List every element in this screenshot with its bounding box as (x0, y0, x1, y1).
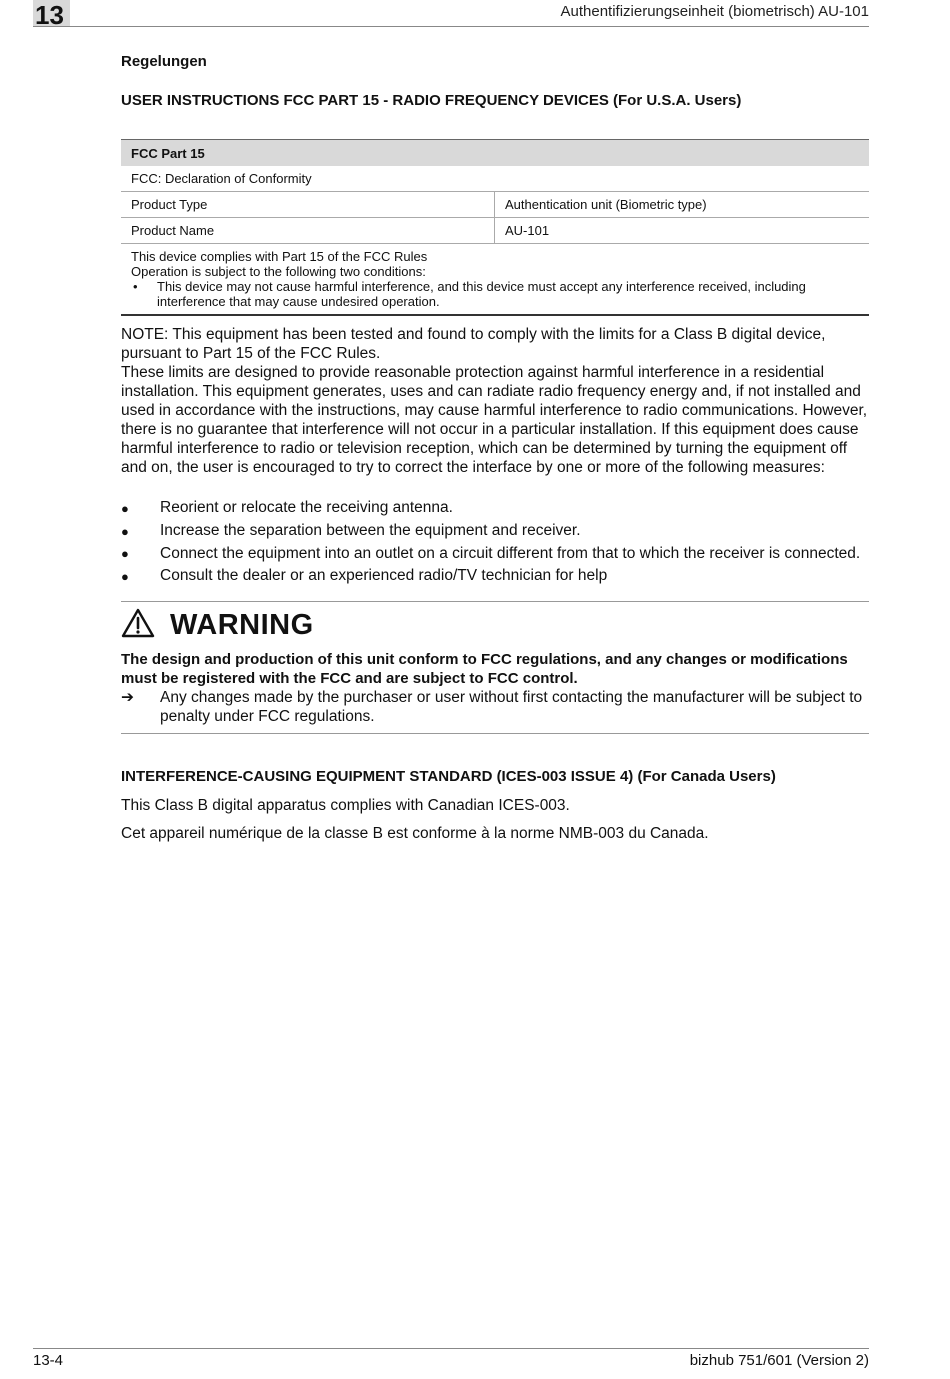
warning-top-divider (121, 601, 869, 602)
list-item (121, 542, 881, 565)
list-item-text: Consult the dealer or an experienced radio/TV technician for help (160, 567, 608, 585)
product-version: bizhub 751/601 (Version 2) (689, 1352, 869, 1369)
fcc-heading: USER INSTRUCTIONS FCC PART 15 - RADIO FREQUENCY DEVICES (For U.S.A. Users) (121, 92, 742, 109)
list-item (121, 565, 881, 588)
bullet-mark: • (133, 279, 138, 294)
arrow-right-icon: ➔ (121, 689, 134, 706)
warning-arrow-text: Any changes made by the purchaser or user without first contacting the manufacturer will be subject to penalty under FCC regulations. (160, 689, 863, 725)
page-number: 13-4 (33, 1352, 64, 1369)
warning-bottom-divider (121, 733, 869, 734)
compliance-line-1: This device complies with Part 15 of the FCC Rules (131, 249, 428, 264)
list-item (121, 520, 881, 543)
product-type-label: Product Type (121, 192, 495, 218)
note-paragraph-1: NOTE: This equipment has been tested and found to comply with the limits for a Class B digital device, pursuant to Part 15 of the FCC Rules. (121, 326, 826, 362)
list-item-text: Connect the equipment into an outlet on a circuit different from that to which the receiver is connected. (160, 544, 861, 562)
canada-paragraph-fr: Cet appareil numérique de la classe B est conforme à la norme NMB-003 du Canada. (121, 825, 709, 842)
section-title: Regelungen (121, 53, 207, 70)
compliance-line-2: Operation is subject to the following two conditions: (131, 264, 426, 279)
compliance-bullet (131, 279, 859, 309)
warning-title (121, 608, 314, 643)
header-divider (33, 26, 869, 27)
warning-statement: The design and production of this unit conform to FCC regulations, and any changes or modifications must be registered with the FCC and are subject to FCC control. (121, 651, 848, 687)
declaration-cell: FCC: Declaration of Conformity (121, 166, 869, 192)
list-item-text: Increase the separation between the equipment and receiver. (160, 522, 581, 540)
chapter-number: 13 (33, 0, 70, 26)
product-type-value: Authentication unit (Biometric type) (495, 192, 870, 218)
canada-heading: INTERFERENCE-CAUSING EQUIPMENT STANDARD (ICES-003 ISSUE 4) (For Canada Users) (121, 768, 776, 785)
measures-list (121, 497, 881, 588)
fcc-declaration-table (121, 139, 869, 316)
bullet-mark: ● (121, 568, 129, 584)
warning-label: WARNING (170, 609, 314, 641)
table-header: FCC Part 15 (121, 140, 869, 167)
note-paragraph-2: These limits are designed to provide reasonable protection against harmful interference in a residential installation. This equipment generates, uses and can radiate radio frequency energy and, if not installed and used in accordance with the instructions, may cause harmful interference to radio communications. However, there is no guarantee that interference will not occur in a particular installation. If this equipment does cause harmful interference to radio or television reception, which can be determined by turning the equipment off and on, the user is encouraged to try to correct the interface by one or more of the following measures: (121, 364, 868, 476)
product-name-label: Product Name (121, 218, 495, 244)
warning-triangle-icon (121, 608, 155, 643)
running-header-title: Authentifizierungseinheit (biometrisch) AU-101 (560, 3, 869, 20)
product-name-value: AU-101 (495, 218, 870, 244)
note-block (121, 325, 871, 477)
bullet-mark: ● (121, 500, 129, 516)
compliance-cell (121, 244, 869, 316)
list-item (121, 497, 881, 520)
compliance-bullet-text: This device may not cause harmful interference, and this device must accept any interference received, including interference that may cause undesired operation. (157, 279, 806, 309)
bullet-mark: ● (121, 546, 129, 562)
warning-arrow-item (121, 688, 869, 726)
table-row (121, 192, 869, 218)
list-item-text: Reorient or relocate the receiving antenna. (160, 499, 453, 517)
table-row (121, 218, 869, 244)
footer-divider (33, 1348, 869, 1349)
bullet-mark: ● (121, 523, 129, 539)
canada-paragraph-en: This Class B digital apparatus complies with Canadian ICES-003. (121, 797, 570, 814)
